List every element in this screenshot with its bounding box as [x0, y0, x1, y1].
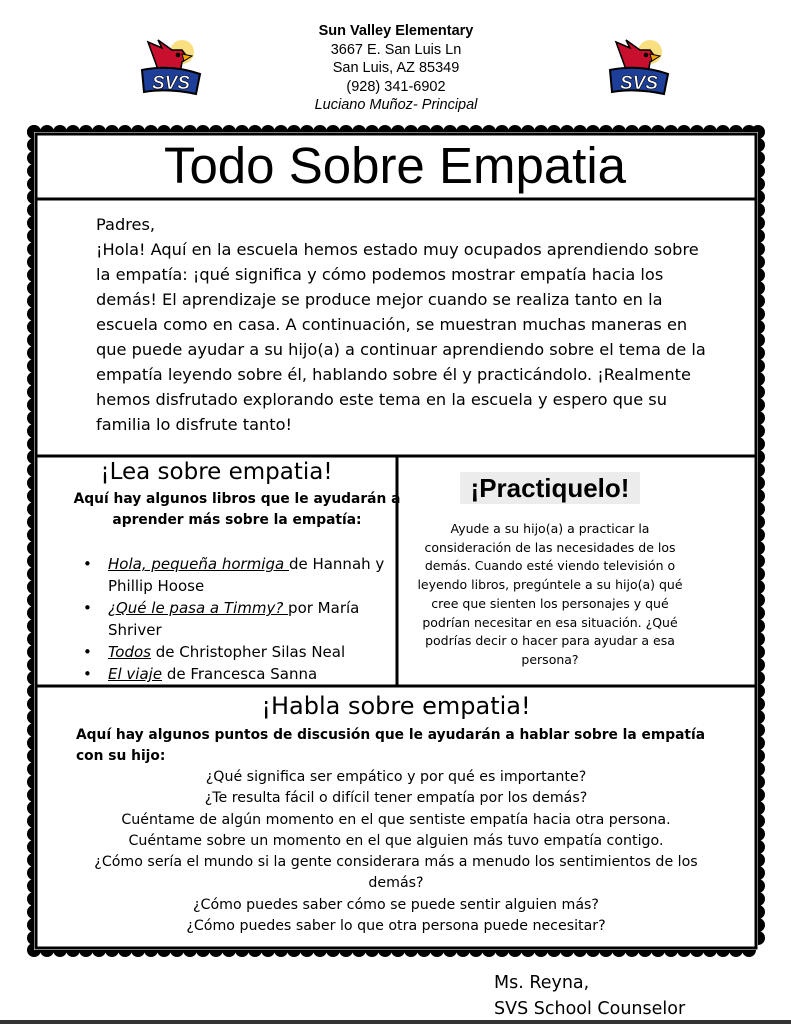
principal-name: Luciano Muñoz- Principal — [314, 97, 478, 113]
lea-heading: ¡Lea sobre empatia! — [100, 459, 333, 485]
school-name: Sun Valley Elementary — [318, 23, 474, 39]
habla-heading: ¡Habla sobre empatia! — [261, 692, 531, 720]
question-item: ¿Cómo sería el mundo si la gente considerara más a menudo los sentimientos de los demás? — [94, 854, 698, 892]
question-item: Cuéntame sobre un momento en el que alguien más tuvo empatía contigo. — [128, 832, 664, 849]
lea-subheading: Aquí hay algunos libros que le ayudarán a aprender más sobre la empatía: — [73, 491, 401, 528]
question-item: ¿Te resulta fácil o difícil tener empatía por los demás? — [204, 790, 588, 807]
intro-greeting: Padres, — [96, 215, 156, 234]
bullet: • — [83, 643, 92, 661]
habla-subheading: Aquí hay algunos puntos de discusión que le ayudarán a hablar sobre la empatía con su hijo: — [76, 727, 706, 764]
logo-text: SVS — [619, 73, 659, 94]
book-title: Todos — [108, 643, 152, 661]
signature-name: Ms. Reyna, — [494, 973, 590, 993]
question-list — [66, 767, 726, 937]
page-bottom-rule — [0, 1020, 791, 1024]
book-author: de Francesca Sanna — [162, 665, 318, 683]
practiquelo-body: Ayude a su hijo(a) a practicar la consideración de las necesidades de los demás. Cuando esté viendo televisión o leyendo libros, pregúntele a su hijo(a) qué cree que sienten los personajes y qué podrían necesitar en esa situación. ¿Qué podrías decir o hacer para ayudar a esa persona? — [417, 521, 683, 667]
practiquelo-heading: ¡Practiquelo! — [460, 472, 640, 504]
intro-body: ¡Hola! Aquí en la escuela hemos estado muy ocupados aprendiendo sobre la empatía: ¡qué significa y cómo podemos mostrar empatía hacia los demás! El aprendizaje se produce mejor cuando se realiza tanto en la escuela como en casa. A continuación, se muestran muchas maneras en que puede ayudar a su hijo(a) a continuar aprendiendo sobre el tema de la empatía leyendo sobre él, hablando sobre él y practicándolo. ¡Realmente hemos disfrutado explorando este tema en la escuela y espero que su familia lo disfrute tanto! — [96, 240, 706, 434]
bullet: • — [83, 555, 92, 573]
bullet: • — [83, 599, 92, 617]
book-author: de Hannah y Phillip Hoose — [108, 555, 385, 595]
list-item — [80, 663, 392, 685]
school-address-line2: San Luis, AZ 85349 — [332, 60, 460, 76]
question-item: Cuéntame de algún momento en el que sentiste empatía hacia otra persona. — [121, 811, 671, 828]
book-author: por María Shriver — [108, 599, 360, 639]
question-item: ¿Cómo puedes saber cómo se puede sentir alguien más? — [193, 896, 599, 913]
logo-text: SVS — [151, 73, 191, 94]
school-logo-left — [138, 36, 204, 98]
book-title: ¿Qué le pasa a Timmy? — [108, 599, 289, 617]
school-address-line1: 3667 E. San Luis Ln — [330, 41, 462, 58]
list-item — [80, 553, 392, 597]
list-item — [80, 641, 392, 663]
book-title: El viaje — [108, 665, 163, 683]
book-list — [80, 553, 392, 685]
signature-role: SVS School Counselor — [494, 999, 686, 1019]
letterhead — [240, 22, 552, 115]
question-item: ¿Qué significa ser empático y por qué es importante? — [205, 769, 587, 785]
school-phone: (928) 341-6902 — [346, 78, 446, 95]
book-author: de Christopher Silas Neal — [151, 643, 346, 661]
book-title: Hola, pequeña hormiga — [108, 555, 289, 573]
bullet: • — [83, 665, 92, 683]
list-item — [80, 597, 392, 641]
signature — [494, 970, 774, 1022]
page-title: Todo Sobre Empatia — [163, 137, 627, 194]
question-item: ¿Cómo puedes saber lo que otra persona puede necesitar? — [186, 918, 606, 935]
school-logo-right — [606, 36, 672, 98]
intro-letter — [96, 212, 716, 437]
